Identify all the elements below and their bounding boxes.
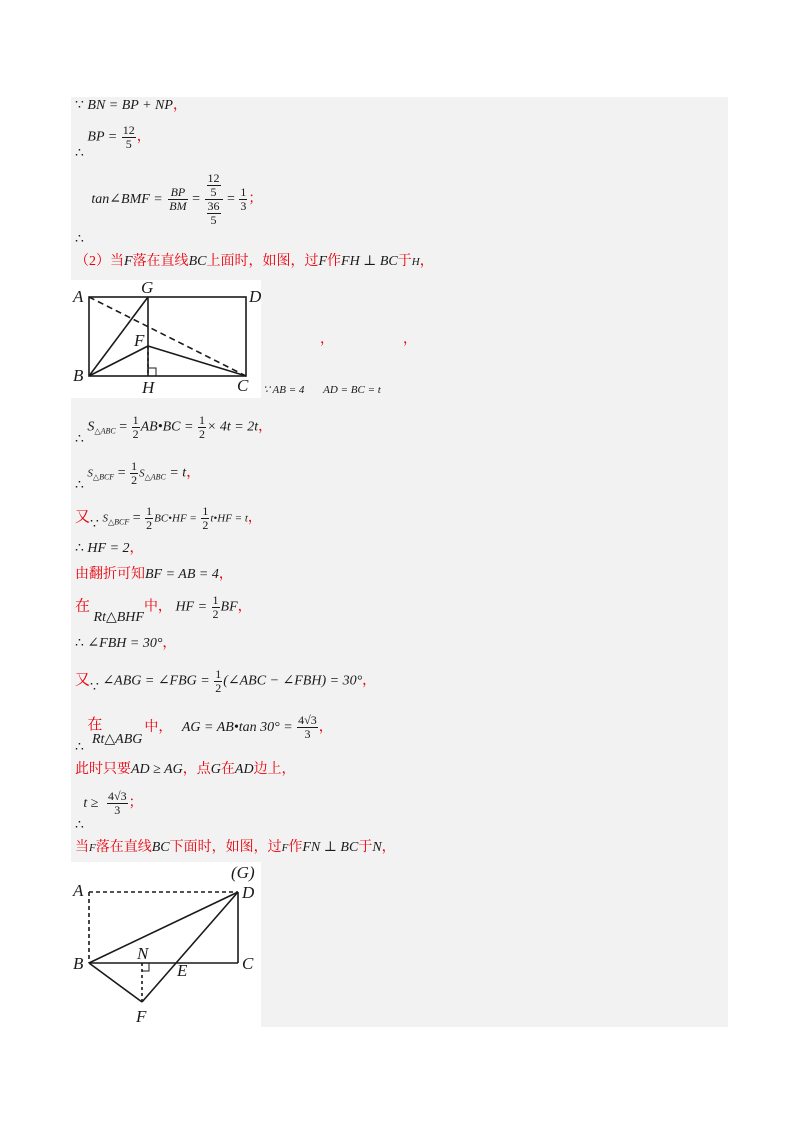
math: F: [281, 842, 289, 854]
denominator: 5: [125, 137, 132, 151]
text: 当: [75, 840, 89, 855]
denominator: 3: [114, 803, 121, 817]
compound-fraction: [205, 172, 223, 227]
fig1-condition: [263, 382, 381, 398]
denominator: [205, 200, 223, 227]
part-below-intro: [75, 840, 396, 856]
therefore-symbol: ∴: [75, 817, 84, 833]
denominator: 3: [240, 199, 247, 213]
numerator: BP: [168, 186, 187, 200]
punct: ，: [136, 129, 151, 145]
fraction: [132, 414, 140, 441]
math: t ≥: [83, 795, 99, 811]
math: AD ≥ AG: [131, 762, 183, 777]
punct: ，: [247, 510, 262, 526]
punct: ；: [128, 795, 143, 811]
segment-bd: [89, 892, 238, 963]
segment-bf: [89, 963, 142, 1002]
numerator: 12: [122, 123, 135, 137]
because-symbol: ∵: [75, 98, 84, 113]
punct: ，: [237, 599, 252, 615]
numerator: 1: [212, 593, 219, 607]
math: (∠ABC − ∠FBH) = 30°: [223, 673, 363, 689]
fraction: [207, 200, 221, 227]
expression: tan∠BMF =: [91, 191, 163, 207]
condition-ab: ∵ AB = 4: [263, 384, 305, 396]
math: S: [87, 419, 95, 435]
equals: =: [117, 465, 126, 481]
line-hf: [75, 541, 144, 557]
label-a: A: [73, 287, 84, 306]
numerator: 1: [198, 413, 205, 427]
text: 边上，: [253, 762, 296, 777]
subscript: △ABC: [94, 426, 116, 436]
punct: ；: [248, 191, 263, 207]
numerator: 1: [240, 185, 247, 199]
line-t: [75, 789, 143, 833]
line-you-1: [75, 505, 262, 532]
fraction: [214, 668, 222, 695]
math: BC•HF =: [154, 512, 197, 525]
expression: BP =: [87, 129, 118, 145]
figure-rectangle-below: [71, 862, 261, 1028]
numerator: 12: [207, 171, 220, 185]
part2-intro: [75, 254, 434, 270]
text: 在: [87, 716, 103, 733]
math: AG = AB•tan 30° =: [181, 719, 293, 735]
label-c: C: [237, 376, 249, 395]
label-a: A: [73, 881, 84, 900]
equals: =: [119, 419, 128, 435]
math: AD: [234, 762, 254, 777]
segment-fd: [142, 892, 238, 1002]
math: BC: [188, 254, 207, 269]
right-angle-mark: [148, 368, 156, 376]
denominator: 2: [132, 427, 139, 441]
denominator: 2: [215, 681, 222, 695]
math: F: [318, 254, 328, 269]
fraction: [122, 124, 136, 151]
geometry-diagram: [71, 280, 261, 398]
text: 在: [220, 762, 235, 777]
line-fold: [75, 567, 233, 583]
denominator: 3: [304, 727, 311, 741]
figure-rectangle-above: [71, 280, 261, 398]
math: HF = 2: [87, 541, 130, 556]
therefore-symbol: ∴: [75, 541, 84, 556]
label-n: N: [137, 944, 149, 963]
because-symbol: ∵: [90, 679, 99, 695]
numerator: 4√3: [298, 713, 317, 727]
text: 于: [358, 840, 373, 855]
label-f: F: [134, 331, 145, 350]
label-d: D: [242, 883, 255, 902]
numerator: 1: [146, 504, 153, 518]
math: FN ⊥ BC: [302, 840, 359, 855]
math: S: [87, 467, 93, 480]
text: 此时只要: [75, 762, 131, 777]
text: 作: [327, 254, 342, 269]
line-rt-bhf: [75, 593, 252, 625]
line-tan: [75, 171, 263, 247]
text: 于: [397, 254, 412, 269]
punct: ，: [162, 636, 177, 651]
text: ，: [419, 254, 434, 269]
text: 下面时，如图，过: [169, 840, 282, 855]
text: 又: [75, 509, 91, 526]
math: ∠ABG = ∠FBG =: [102, 673, 210, 689]
text: 作: [288, 840, 303, 855]
punct: ，: [172, 98, 187, 113]
line-angle-fbh: [75, 636, 176, 652]
math: × 4t = 2t: [206, 419, 259, 435]
math: N: [372, 840, 382, 855]
math: HF =: [175, 599, 208, 615]
segment-bf: [89, 346, 148, 376]
condition-ad: AD = BC = t: [323, 384, 381, 396]
text: 又: [75, 672, 91, 689]
therefore-symbol: ∴: [75, 145, 84, 161]
math: = t: [169, 465, 187, 481]
label-g: G: [141, 280, 154, 297]
fraction: [168, 186, 187, 213]
fraction: [107, 790, 128, 817]
right-angle-mark: [142, 963, 149, 971]
therefore-symbol: ∴: [75, 477, 84, 493]
punct: ，: [129, 541, 144, 556]
text: 落在直线: [95, 840, 152, 855]
denominator: 5: [210, 213, 217, 227]
denominator: 2: [198, 427, 205, 441]
label-f: F: [136, 1007, 147, 1026]
text: 由翻折可知: [75, 567, 145, 582]
text: 落在直线: [132, 254, 189, 269]
math: ∠FBH = 30°: [87, 636, 163, 651]
fraction: [198, 414, 206, 441]
label-d: D: [249, 287, 261, 306]
math: S: [102, 512, 108, 525]
punct: ，: [218, 567, 233, 582]
math: Rt△BHF: [93, 609, 144, 625]
expression: BN = BP + NP: [87, 98, 173, 113]
numerator: 1: [132, 413, 139, 427]
fraction: [297, 714, 318, 741]
line-you-2: [75, 668, 376, 695]
text: ，: [381, 840, 396, 855]
fraction: [145, 505, 153, 532]
line-need: [75, 762, 296, 778]
punct: ，: [258, 419, 273, 435]
therefore-symbol: ∴: [75, 231, 84, 247]
denominator: 2: [202, 518, 209, 532]
fraction: [239, 186, 247, 213]
text: 在: [75, 598, 91, 615]
math: Rt△ABG: [91, 731, 143, 747]
math: BF = AB = 4: [145, 567, 219, 582]
denominator: BM: [169, 199, 187, 213]
numerator: 1: [215, 667, 222, 681]
therefore-symbol: ∴: [75, 636, 84, 651]
math: AB•BC =: [140, 419, 194, 435]
subscript: △BCF: [107, 517, 130, 527]
therefore-symbol: ∴: [75, 739, 84, 755]
label-b: B: [73, 954, 84, 973]
fraction: [207, 172, 221, 199]
fig1-comma-1: ，: [320, 332, 334, 347]
fraction: [212, 594, 220, 621]
label-h: H: [142, 378, 155, 397]
equals: =: [132, 510, 141, 526]
denominator: 2: [131, 473, 138, 487]
geometry-diagram: [71, 862, 261, 1028]
math: S: [139, 467, 145, 480]
punct: ，: [318, 719, 333, 735]
line-bn: [75, 98, 187, 114]
line-bp: [75, 123, 151, 161]
math: t•HF = t: [210, 512, 248, 525]
line-s-bcf: [75, 459, 201, 493]
therefore-symbol: ∴: [75, 431, 84, 447]
label-b: B: [73, 366, 84, 385]
label-c: C: [242, 954, 254, 973]
math: G: [210, 762, 221, 777]
denominator: 2: [212, 607, 219, 621]
punct: ，: [362, 673, 377, 689]
numerator: 1: [131, 459, 138, 473]
fig1-comma-2: ，: [403, 332, 417, 347]
text: 中，: [144, 719, 173, 735]
text: 上面时，如图，过: [206, 254, 319, 269]
denominator: 2: [146, 518, 153, 532]
text: （2）当: [75, 254, 124, 269]
subscript: △BCF: [92, 472, 115, 482]
math: F: [89, 842, 96, 854]
math: BF: [220, 599, 238, 615]
numerator: [205, 172, 223, 200]
math: FH ⊥ BC: [341, 254, 398, 269]
numerator: 1: [202, 504, 209, 518]
numerator: 36: [207, 199, 220, 213]
label-e: E: [177, 961, 188, 980]
text: ，点: [182, 762, 211, 777]
numerator: 4√3: [108, 789, 127, 803]
line-rt-abg: [75, 713, 339, 755]
math: BC: [151, 840, 170, 855]
fraction: [201, 505, 209, 532]
equals: =: [227, 191, 235, 207]
line-s-abc: [75, 413, 273, 447]
math: H: [411, 256, 420, 268]
label-g: (G): [231, 863, 255, 882]
punct: ，: [186, 465, 201, 481]
denominator: 5: [210, 185, 217, 199]
subscript: △ABC: [144, 472, 166, 482]
text: 中，: [143, 599, 172, 615]
equals: =: [192, 191, 200, 207]
math: F: [124, 254, 133, 269]
fraction: [130, 460, 138, 487]
because-symbol: ∵: [90, 516, 99, 532]
